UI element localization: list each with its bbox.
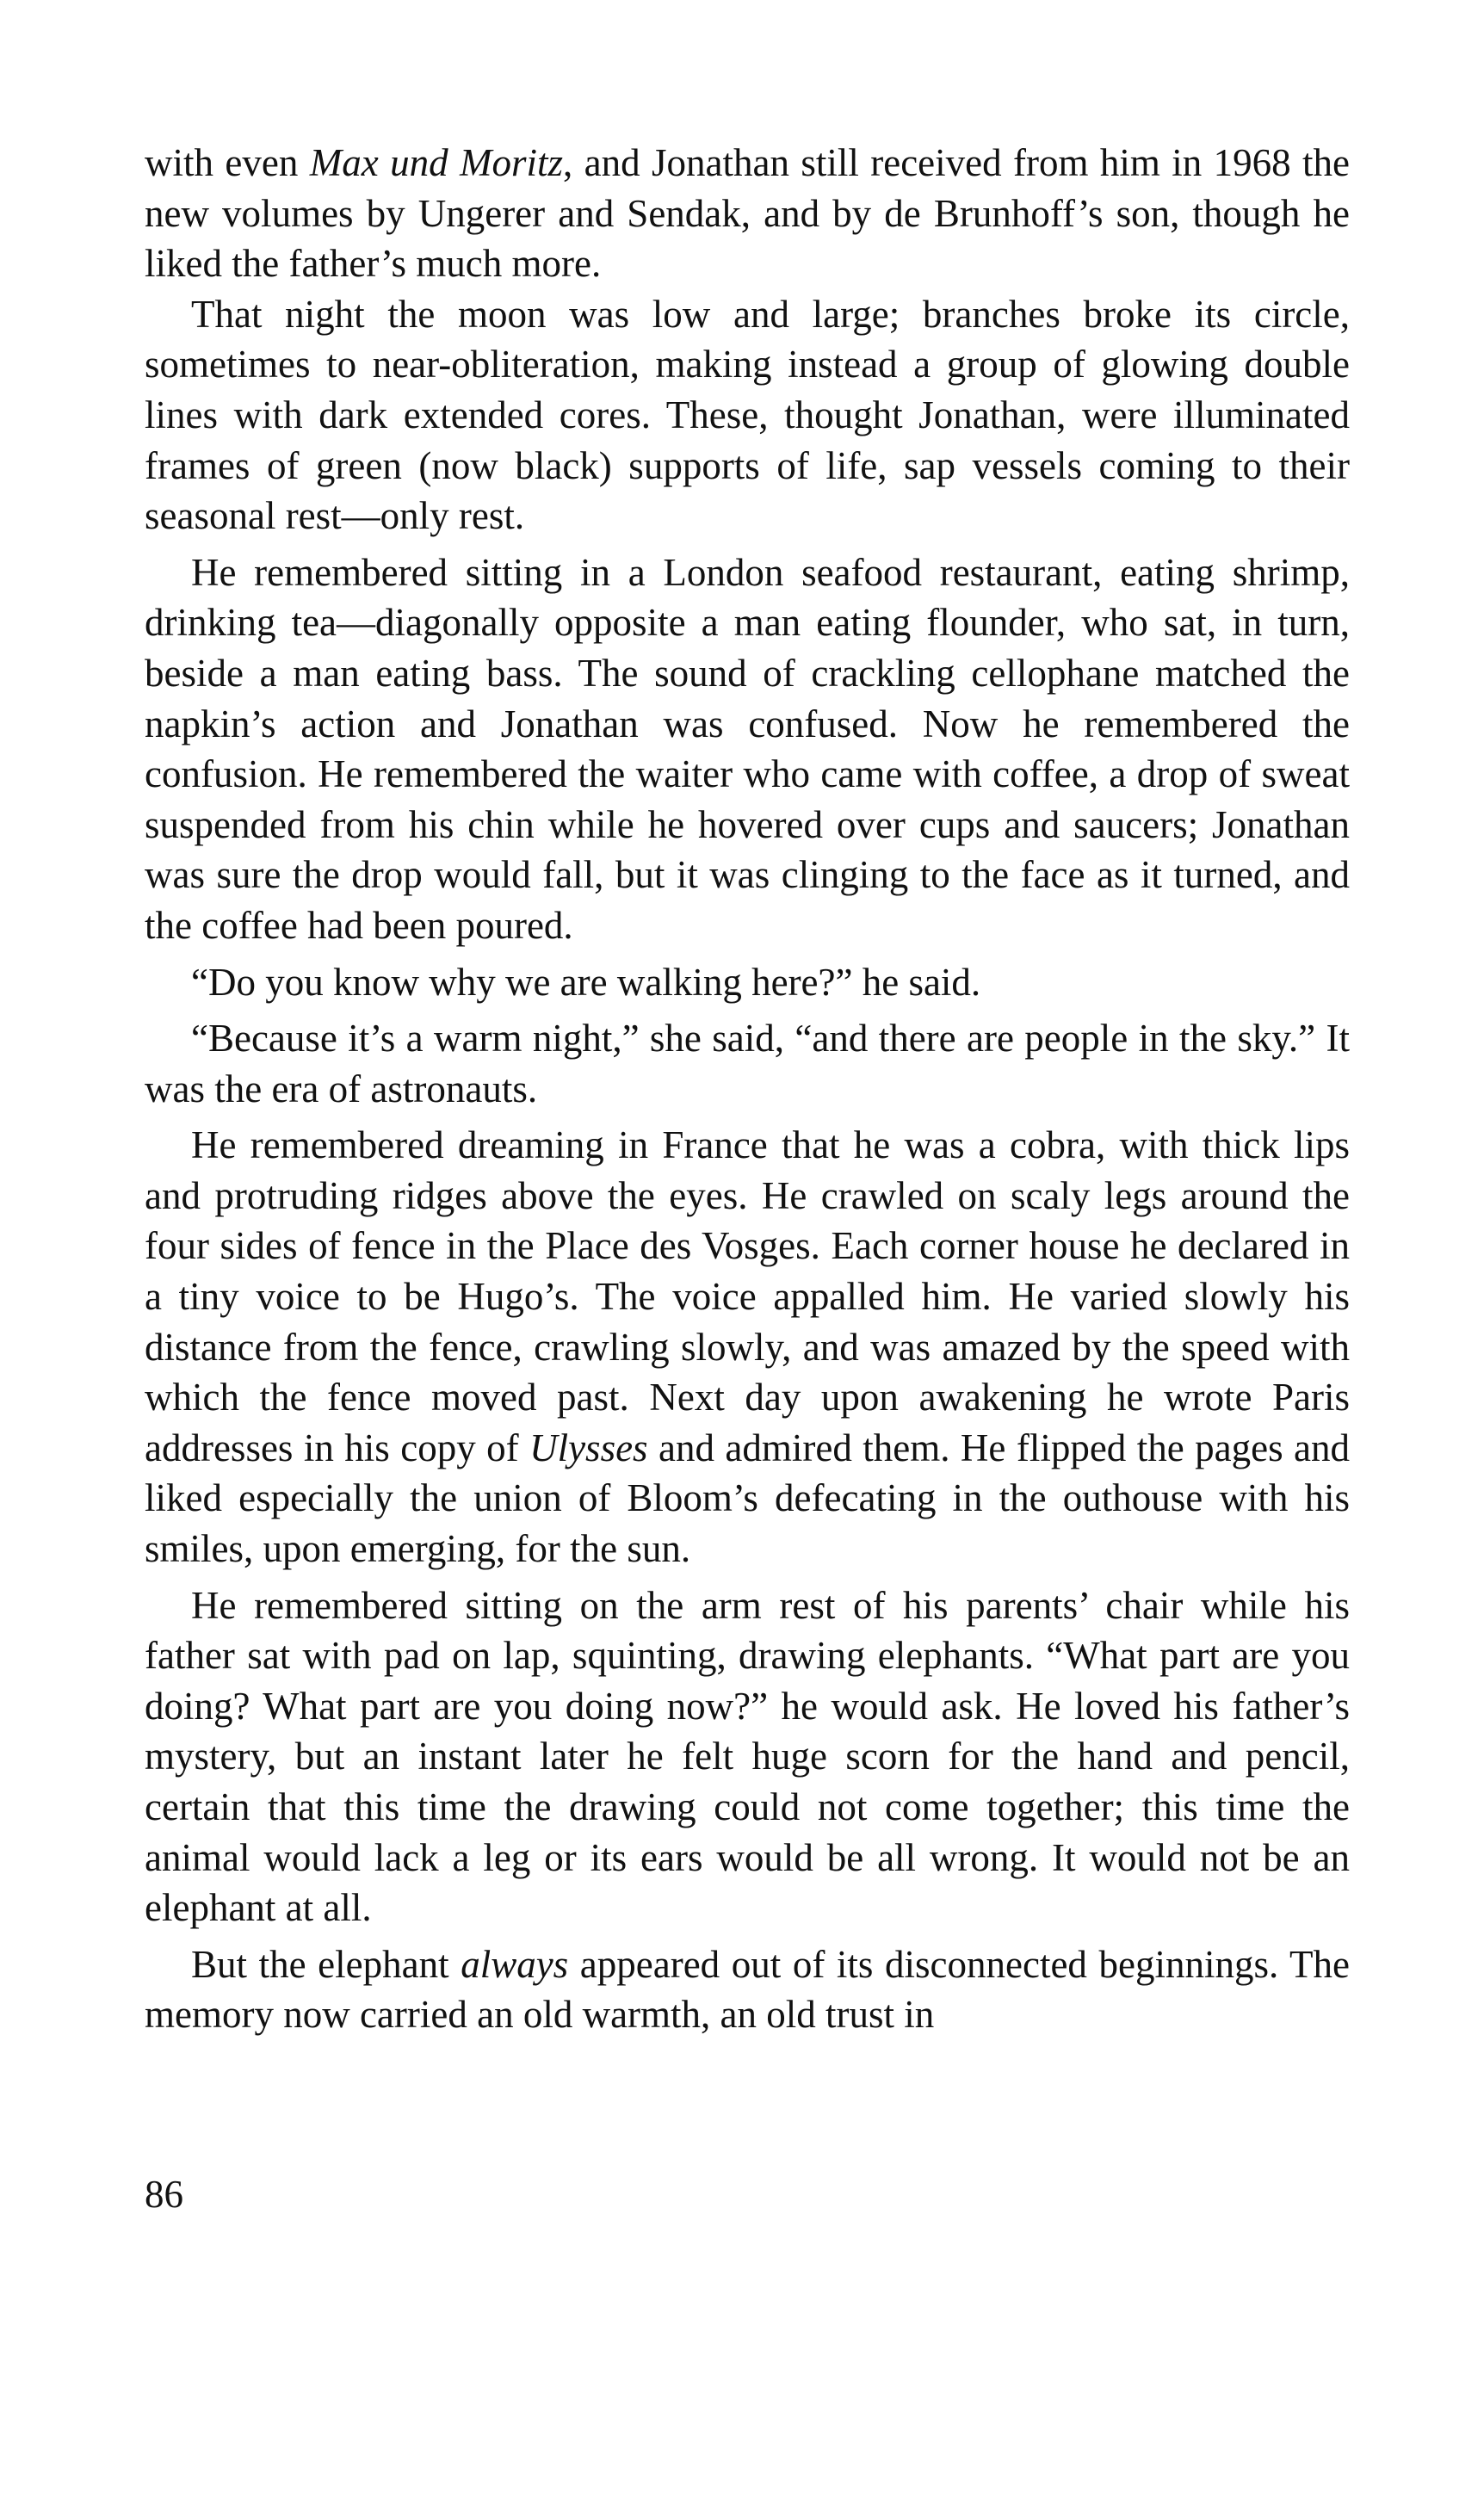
paragraph [145, 547, 1350, 951]
paragraph [145, 289, 1350, 541]
italic-title-text: always [461, 1942, 569, 1986]
paragraph-text: He remembered dreaming in France that he was a cobra, with thick lips and protruding ridges above the eyes. He crawled on scaly legs around the four sides of fence in the Place des Vosges. Each corner house he declared in a tiny voice to be Hugo’s. The voice appalled him. He varied slowly his distance from the fence, crawling slowly, and was amazed by the speed with which the fence moved past. Next day upon awakening he wrote Paris addresses in his copy of [145, 1123, 1350, 1469]
paragraph-text: That night the moon was low and large; branches broke its circle, sometimes to near-obliteration, making instead a group of glowing double lines with dark extended cores. These, thought Jonathan, were illuminated frames of green (now black) supports of life, sap vessels coming to their seasonal rest—only rest. [145, 292, 1350, 538]
paragraph [145, 1939, 1350, 2040]
paragraph-text: “Because it’s a warm night,” she said, “and there are people in the sky.” It was the era of astronauts. [145, 1017, 1350, 1110]
paragraph [145, 957, 1350, 1008]
paragraph-text: He remembered sitting in a London seafood restaurant, eating shrimp, drinking tea—diagonally opposite a man eating flounder, who sat, in turn, beside a man eating bass. The sound of crackling cellophane matched the napkin’s action and Jonathan was confused. Now he remembered the confusion. He remembered the waiter who came with coffee, a drop of sweat suspended from his chin while he hovered over cups and saucers; Jonathan was sure the drop would fall, but it was clinging to the face as it turned, and the coffee had been poured. [145, 550, 1350, 947]
body-text [145, 138, 1350, 2040]
paragraph-text: with even [145, 141, 310, 184]
paragraph-text: But the elephant [191, 1942, 461, 1986]
italic-title-text: Ulysses [529, 1426, 648, 1469]
page-number: 86 [145, 2173, 183, 2216]
paragraph-text: “Do you know why we are walking here?” he said. [191, 960, 981, 1004]
paragraph [145, 138, 1350, 289]
paragraph-text: appeared out of its disconnected beginnings. The memory now carried an old warmth, an old trust in [145, 1942, 1350, 2037]
italic-title-text: Max und Moritz [309, 141, 563, 184]
paragraph [145, 1580, 1350, 1933]
paragraph [145, 1120, 1350, 1574]
paragraph-text: and admired them. He flipped the pages and liked especially the union of Bloom’s defecating in the outhouse with his smiles, upon emerging, for the sun. [145, 1426, 1350, 1571]
paragraph-text: , and Jonathan still received from him in 1968 the new volumes by Ungerer and Sendak, and by de Brunhoff’s son, though he liked the father’s much more. [145, 141, 1350, 286]
paragraph [145, 1013, 1350, 1114]
paragraph-text: He remembered sitting on the arm rest of his parents’ chair while his father sat with pad on lap, squinting, drawing elephants. “What part are you doing? What part are you doing now?” he would ask. He loved his father’s mystery, but an instant later he felt huge scorn for the hand and pencil, certain that this time the drawing could not come together; this time the animal would lack a leg or its ears would be all wrong. It would not be an elephant at all. [145, 1583, 1350, 1930]
